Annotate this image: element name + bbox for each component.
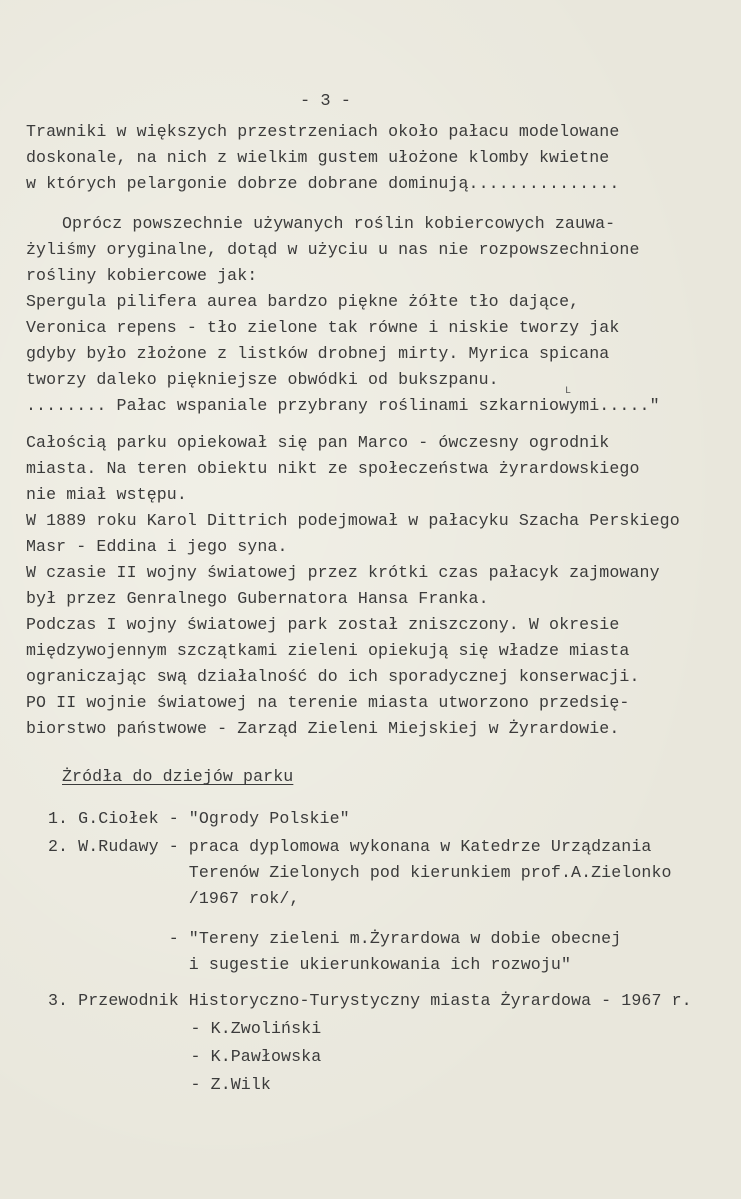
text-line: nie miał wstępu. <box>26 485 187 504</box>
text-line: Podczas I wojny światowej park został zniszczony. W okresie <box>26 615 620 634</box>
text-line: żyliśmy oryginalne, dotąd w użyciu u nas nie rozpowszechnione <box>26 240 640 259</box>
text-line: był przez Genralnego Gubernatora Hansa Franka. <box>26 589 489 608</box>
text-line: Spergula pilifera aurea bardzo piękne żółte tło dające, <box>26 292 580 311</box>
text-line: ........ Pałac wspaniale przybrany roślinami szkarniowymi....." <box>26 396 660 415</box>
text-line: biorstwo państwowe - Zarząd Zieleni Miejskiej w Żyrardowie. <box>26 719 620 738</box>
source-entry: 1. G.Ciołek - "Ogrody Polskie" <box>48 809 350 828</box>
text-line: Masr - Eddina i jego syna. <box>26 537 288 556</box>
sources-heading: Żródła do dziejów parku <box>62 767 294 786</box>
text-line: Veronica repens - tło zielone tak równe i niskie tworzy jak <box>26 318 620 337</box>
source-author: - K.Zwoliński <box>100 1019 322 1038</box>
source-entry: - "Tereny zieleni m.Żyrardowa w dobie obecnej <box>48 929 622 948</box>
text-line: Trawniki w większych przestrzeniach około pałacu modelowane <box>26 122 620 141</box>
pen-mark: L <box>565 386 572 397</box>
text-line: rośliny kobiercowe jak: <box>26 266 258 285</box>
text-line: miasta. Na teren obiektu nikt ze społeczeństwa żyrardowskiego <box>26 459 640 478</box>
source-entry: /1967 rok/, <box>48 889 300 908</box>
source-author: - Z.Wilk <box>100 1075 271 1094</box>
text-line: Całością parku opiekował się pan Marco - ówczesny ogrodnik <box>26 433 610 452</box>
text-line: gdyby było złożone z listków drobnej mirty. Myrica spicana <box>26 344 610 363</box>
text-line: PO II wojnie światowej na terenie miasta utworzono przedsię- <box>26 693 630 712</box>
source-entry: Terenów Zielonych pod kierunkiem prof.A.Zielonko <box>48 863 672 882</box>
text-line: tworzy daleko piękniejsze obwódki od bukszpanu. <box>26 370 499 389</box>
text-line: doskonale, na nich z wielkim gustem ułożone klomby kwietne <box>26 148 610 167</box>
text-line: W 1889 roku Karol Dittrich podejmował w pałacyku Szacha Perskiego <box>26 511 680 530</box>
text-line: ograniczając swą działalność do ich sporadycznej konserwacji. <box>26 667 640 686</box>
text-line: międzywojennym szczątkami zieleni opiekują się władze miasta <box>26 641 630 660</box>
source-entry: i sugestie ukierunkowania ich rozwoju" <box>48 955 572 974</box>
text-line: W czasie II wojny światowej przez krótki czas pałacyk zajmowany <box>26 563 660 582</box>
source-author: - K.Pawłowska <box>100 1047 322 1066</box>
source-entry: 2. W.Rudawy - praca dyplomowa wykonana w Katedrze Urządzania <box>48 837 652 856</box>
page-number: - 3 - <box>300 92 352 111</box>
source-entry: 3. Przewodnik Historyczno-Turystyczny miasta Żyrardowa - 1967 r. <box>48 991 692 1010</box>
text-line: Oprócz powszechnie używanych roślin kobiercowych zauwa- <box>62 214 616 233</box>
text-line: w których pelargonie dobrze dobrane dominują............... <box>26 174 620 193</box>
